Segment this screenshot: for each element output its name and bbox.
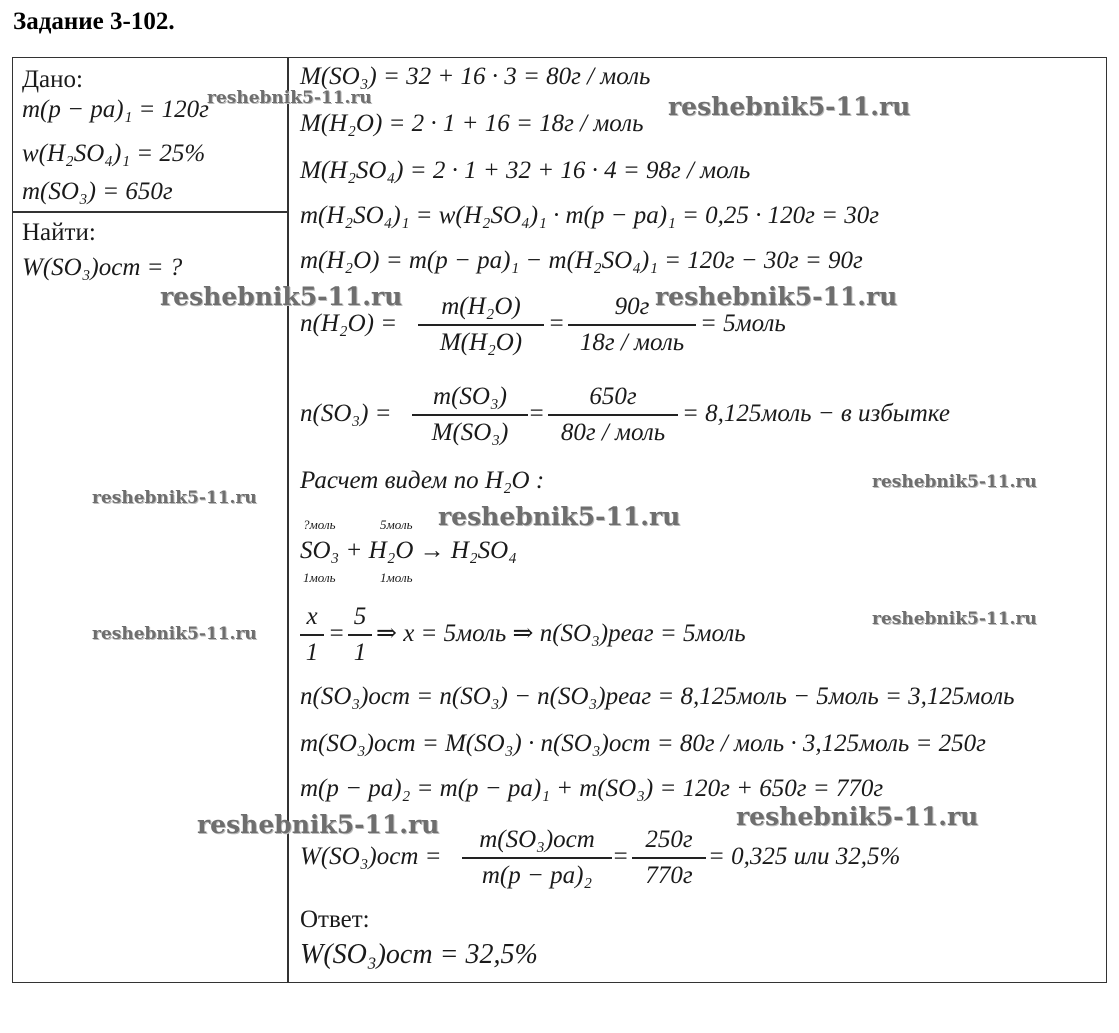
solution-molar-so3: M(SO₃) = 32 + 16 · 3 = 80г / моль: [300, 63, 651, 90]
answer-value: W(SO₃)ост = 32,5%: [300, 939, 538, 970]
fraction-five: [348, 603, 372, 667]
fraction-final-values-den: 770г: [645, 861, 693, 889]
watermark: reshebnik5-11.ru: [92, 488, 257, 508]
fraction-final-values: [632, 826, 706, 890]
reaction-top-so3: ?моль: [303, 517, 336, 532]
fraction-x-den: 1: [305, 638, 319, 666]
fraction-bar: [632, 857, 706, 859]
solution-n-so3-result: = 8,125моль − в избытке: [682, 400, 950, 427]
reaction-equation: SO₃ + H₂O → H₂SO₄: [300, 537, 517, 564]
fraction-x-num: x: [306, 603, 318, 630]
fraction-bar: [548, 414, 678, 416]
solution-n-so3-lhs: n(SO₃) =: [300, 400, 392, 427]
equals-sign: =: [548, 310, 565, 337]
given-acid-fraction: w(H₂SO₄)₁ = 25%: [22, 140, 206, 167]
watermark: reshebnik5-11.ru: [668, 92, 911, 121]
fraction-so3-values: [548, 383, 678, 447]
fraction-final-num: m(SO₃)ост: [479, 826, 595, 853]
fraction-so3-den: M(SO₃): [431, 418, 509, 446]
fraction-water-values-num: 90г: [614, 293, 650, 320]
fraction-final: [462, 826, 612, 890]
solution-final-result: = 0,325 или 32,5%: [708, 843, 901, 870]
find-target: W(SO₃)ост = ?: [22, 254, 183, 281]
fraction-water-num: m(H₂O): [441, 293, 521, 320]
given-so3-mass: m(SO₃) = 650г: [22, 178, 173, 205]
find-header: Найти:: [22, 219, 96, 246]
answer-header: Ответ:: [300, 906, 370, 933]
watermark: reshebnik5-11.ru: [207, 88, 372, 108]
solution-acid-mass: m(H₂SO₄)₁ = w(H₂SO₄)₁ · m(p − pa)₁ = 0,25 · 120г = 30г: [300, 202, 880, 229]
watermark: reshebnik5-11.ru: [736, 802, 979, 831]
fraction-five-num: 5: [353, 603, 367, 630]
solution-molar-h2so4: M(H₂SO₄) = 2 · 1 + 32 + 16 · 4 = 98г / моль: [300, 157, 751, 184]
given-header: Дано:: [22, 66, 83, 93]
fraction-final-den: m(p − pa)₂: [481, 861, 593, 889]
solution-fraction-lhs: W(SO₃)ост =: [300, 843, 442, 870]
solution-n-h2o-result: = 5моль: [700, 310, 786, 337]
equals-sign: =: [328, 620, 345, 647]
fraction-bar: [348, 634, 372, 636]
fraction-bar: [412, 414, 528, 416]
given-solution-mass: m(p − pa)₁ = 120г: [22, 96, 209, 123]
fraction-bar: [568, 324, 696, 326]
solution-remaining-moles: n(SO₃)ост = n(SO₃) − n(SO₃)реаг = 8,125моль − 5моль = 3,125моль: [300, 683, 1015, 710]
solution-water-mass: m(H₂O) = m(p − pa)₁ − m(H₂SO₄)₁ = 120г − 30г = 90г: [300, 247, 863, 274]
solution-new-solution-mass: m(p − pa)₂ = m(p − pa)₁ + m(SO₃) = 120г + 650г = 770г: [300, 775, 884, 802]
watermark: reshebnik5-11.ru: [872, 609, 1037, 629]
watermark: reshebnik5-11.ru: [438, 502, 681, 531]
fraction-bar: [418, 324, 544, 326]
fraction-x: [300, 603, 324, 667]
equals-sign: =: [528, 400, 545, 427]
fraction-water: [418, 293, 544, 357]
fraction-so3-values-den: 80г / моль: [560, 418, 666, 446]
solution-calc-basis: Расчет видем по H₂O :: [300, 467, 545, 494]
fraction-so3: [412, 383, 528, 447]
solution-remaining-mass: m(SO₃)ост = M(SO₃) · n(SO₃)ост = 80г / моль · 3,125моль = 250г: [300, 730, 986, 757]
task-title: Задание 3-102.: [13, 8, 175, 35]
reaction-bottom-so3: 1моль: [303, 570, 336, 585]
fraction-so3-num: m(SO₃): [433, 383, 507, 410]
solution-n-h2o-lhs: n(H₂O) =: [300, 310, 398, 337]
watermark: reshebnik5-11.ru: [160, 282, 403, 311]
watermark: reshebnik5-11.ru: [872, 472, 1037, 492]
fraction-final-values-num: 250г: [645, 826, 693, 853]
fraction-so3-values-num: 650г: [589, 383, 637, 410]
watermark: reshebnik5-11.ru: [655, 282, 898, 311]
fraction-bar: [300, 634, 324, 636]
fraction-water-values-den: 18г / моль: [579, 328, 685, 356]
reaction-bottom-h2o: 1моль: [380, 570, 413, 585]
watermark: reshebnik5-11.ru: [197, 810, 440, 839]
watermark: reshebnik5-11.ru: [92, 624, 257, 644]
given-find-divider: [12, 211, 288, 213]
solution-proportion-result: ⇒ x = 5моль ⇒ n(SO₃)реаг = 5моль: [376, 620, 746, 647]
fraction-five-den: 1: [353, 638, 367, 666]
reaction-top-h2o: 5моль: [380, 517, 413, 532]
fraction-water-den: M(H₂O): [439, 328, 523, 356]
column-divider: [287, 57, 289, 983]
equals-sign: =: [612, 843, 629, 870]
solution-molar-h2o: M(H₂O) = 2 · 1 + 16 = 18г / моль: [300, 110, 644, 137]
fraction-bar: [462, 857, 612, 859]
